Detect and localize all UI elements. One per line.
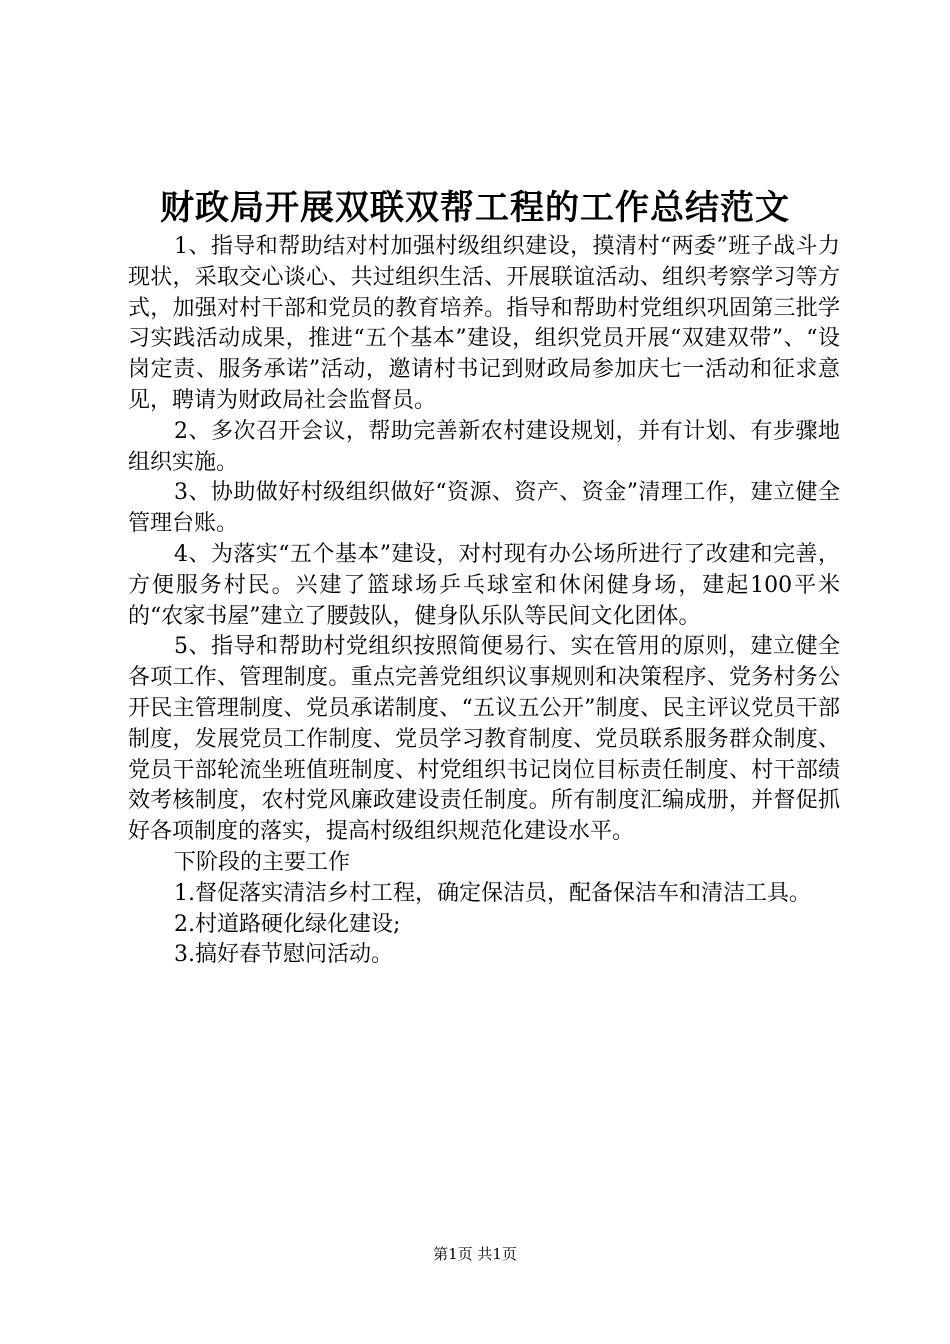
paragraph-1: 1、指导和帮助结对村加强村级组织建设，摸清村“两委”班子战斗力现状，采取交心谈心、共过组织生活、开展联谊活动、组织考察学习等方式，加强对村干部和党员的教育培养。指导和帮助村党组织巩固第三批学习实践活动成果，推进“五个基本”建设，组织党员开展“双建双带”、“设岗定责、服务承诺”活动，邀请村书记到财政局参加庆七一活动和征求意见，聘请为财政局社会监督员。	[128, 234, 840, 413]
next-phase-item-3: 3.搞好春节慰问活动。	[174, 942, 393, 968]
next-phase-item-1: 1.督促落实清洁乡村工程，确定保洁员，配备保洁车和清洁工具。	[174, 880, 811, 906]
document-body	[128, 232, 840, 971]
page-footer: 第1页 共1页	[433, 1245, 517, 1263]
next-phase-item-2: 2.村道路硬化绿化建设;	[174, 911, 401, 937]
section-heading-next-phase: 下阶段的主要工作	[174, 849, 351, 875]
paragraph-5: 5、指导和帮助村党组织按照简便易行、实在管用的原则，建立健全各项工作、管理制度。重点完善党组织议事规则和决策程序、党务村务公开民主管理制度、党员承诺制度、“五议五公开”制度、民主评议党员干部制度，发展党员工作制度、党员学习教育制度、党员联系服务群众制度、党员干部轮流坐班值班制度、村党组织书记岗位目标责任制度、村干部绩效考核制度，农村党风廉政建设责任制度。所有制度汇编成册，并督促抓好各项制度的落实，提高村级组织规范化建设水平。	[128, 634, 840, 845]
document-title: 财政局开展双联双帮工程的工作总结范文	[160, 188, 790, 228]
paragraph-4: 4、为落实“五个基本”建设，对村现有办公场所进行了改建和完善，方便服务村民。兴建了篮球场乒乓球室和休闲健身场，建起100平米的“农家书屋”建立了腰鼓队，健身队乐队等民间文化团体。	[128, 541, 840, 629]
paragraph-3: 3、协助做好村级组织做好“资源、资产、资金”清理工作，建立健全管理台账。	[128, 480, 840, 537]
paragraph-2: 2、多次召开会议，帮助完善新农村建设规划，并有计划、有步骤地组织实施。	[128, 418, 840, 475]
